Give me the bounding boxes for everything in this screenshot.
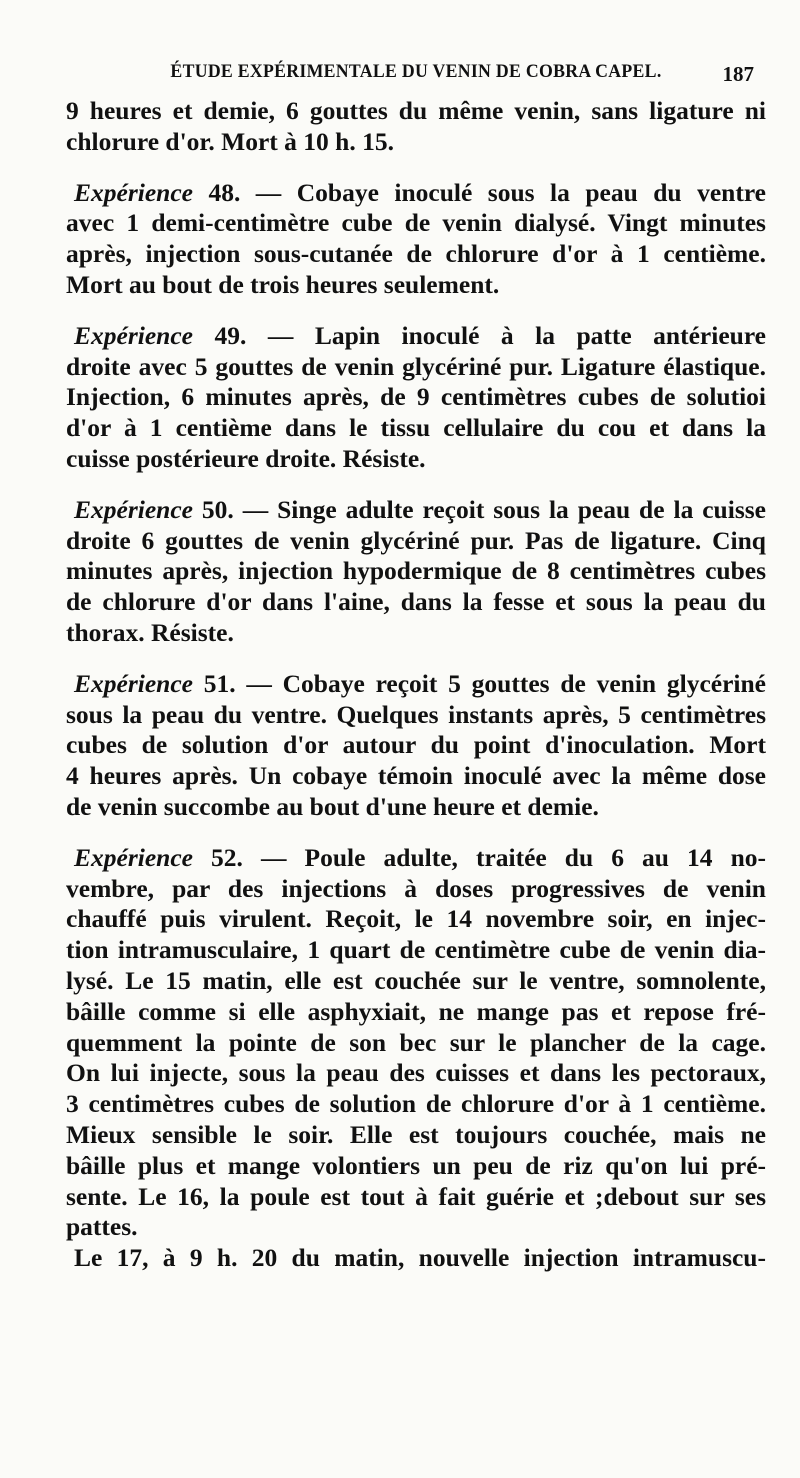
text-line: d'or à 1 centième dans le tissu cellulaire du cou et dans la <box>66 413 766 443</box>
text-line <box>66 669 766 700</box>
text-line <box>66 178 766 209</box>
text-line: vembre, par des injections à doses progressives de venin <box>66 873 766 903</box>
page-header <box>66 62 766 92</box>
paragraph <box>66 1243 766 1274</box>
text-line: 3 centimètres cubes de solution de chlorure d'or à 1 centième. <box>66 1089 766 1119</box>
text-line: après, injection sous-cutanée de chlorure d'or à 1 centième. <box>66 239 766 269</box>
experience-label: Expérience <box>74 320 193 350</box>
text-line: thorax. Résiste. <box>66 617 234 647</box>
text-line: cubes de solution d'or autour du point d'inoculation. Mort <box>66 730 766 760</box>
text-line: cuisse postérieure droite. Résiste. <box>66 443 426 473</box>
text-line: droite avec 5 gouttes de venin glycériné pur. Ligature élastique. <box>66 351 766 381</box>
text-line: bâille comme si elle asphyxiait, ne mange pas et repose fré- <box>66 996 766 1026</box>
text-line: bâille plus et mange volontiers un peu de riz qu'on lui pré- <box>66 1150 766 1180</box>
text-line: Le 17, à 9 h. 20 du matin, nouvelle injection intramuscu- <box>74 1243 766 1273</box>
text-line: lysé. Le 15 matin, elle est couchée sur le ventre, somnolente, <box>66 965 766 995</box>
paragraph-experience-50 <box>66 495 766 649</box>
body-text <box>66 96 766 1274</box>
experience-label: Expérience <box>74 668 193 698</box>
text-line: de chlorure d'or dans l'aine, dans la fesse et sous la peau du <box>66 587 766 617</box>
text-line: sente. Le 16, la poule est tout à fait guérie et ;debout sur ses <box>66 1181 766 1211</box>
text-fragment: 50. — Singe adulte reçoit sous la peau de la cuisse <box>192 494 766 524</box>
text-line <box>66 495 766 526</box>
paragraph <box>66 96 766 158</box>
experience-label: Expérience <box>74 177 193 207</box>
text-line: Mieux sensible le soir. Elle est toujours couchée, mais ne <box>66 1119 766 1149</box>
paragraph-experience-48 <box>66 178 766 301</box>
text-line: chlorure d'or. Mort à 10 h. 15. <box>66 126 394 156</box>
text-line: 4 heures après. Un cobaye témoin inoculé avec la même dose <box>66 761 766 791</box>
page-number: 187 <box>722 62 754 86</box>
running-title: ÉTUDE EXPÉRIMENTALE DU VENIN DE COBRA CAPEL. <box>170 62 662 82</box>
text-fragment: 51. — Cobaye reçoit 5 gouttes de venin glycériné <box>192 668 766 698</box>
text-line: minutes après, injection hypodermique de 8 centimètres cubes <box>66 556 766 586</box>
text-line <box>66 321 766 352</box>
text-line: sous la peau du ventre. Quelques instants après, 5 centimètres <box>66 699 766 729</box>
text-line: On lui injecte, sous la peau des cuisses et dans les pectoraux, <box>66 1058 766 1088</box>
text-line: 9 heures et demie, 6 gouttes du même venin, sans ligature ni <box>66 96 766 125</box>
text-line: pattes. <box>66 1212 138 1242</box>
text-line: Mort au bout de trois heures seulement. <box>66 269 500 299</box>
text-line: tion intramusculaire, 1 quart de centimètre cube de venin dia- <box>66 935 766 965</box>
text-line: quemment la pointe de son bec sur le plancher de la cage. <box>66 1027 766 1057</box>
text-fragment: 49. — Lapin inoculé à la patte antérieure <box>192 320 766 350</box>
text-fragment: 48. — Cobaye inoculé sous la peau du ventre <box>192 177 766 207</box>
paragraph-experience-52 <box>66 843 766 1243</box>
text-line: Injection, 6 minutes après, de 9 centimètres cubes de solutioi <box>66 382 766 412</box>
text-line: avec 1 demi-centimètre cube de venin dialysé. Vingt minutes <box>66 208 766 238</box>
text-line: chauffé puis virulent. Reçoit, le 14 novembre soir, en injec- <box>66 904 766 934</box>
text-line: droite 6 gouttes de venin glycériné pur. Pas de ligature. Cinq <box>66 525 766 555</box>
experience-label: Expérience <box>74 842 193 872</box>
experience-label: Expérience <box>74 494 193 524</box>
paragraph-experience-51 <box>66 669 766 823</box>
text-fragment: 52. — Poule adulte, traitée du 6 au 14 no- <box>192 842 766 872</box>
paragraph-experience-49 <box>66 321 766 475</box>
text-line <box>66 843 766 874</box>
text-line: de venin succombe au bout d'une heure et demie. <box>66 791 599 821</box>
